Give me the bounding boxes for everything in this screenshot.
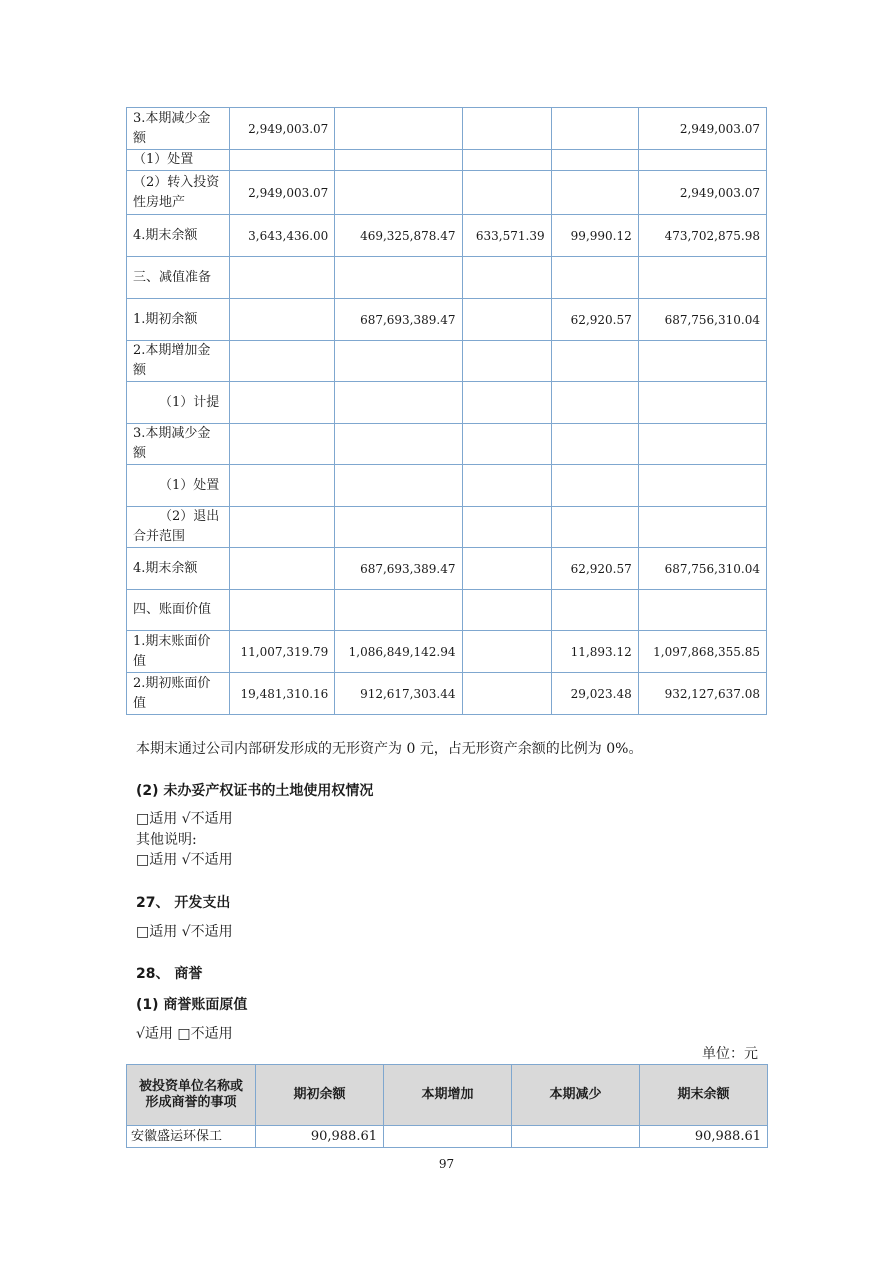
- header-begin-balance: 期初余额: [256, 1065, 384, 1126]
- cell-col-4: 11,893.12: [551, 631, 638, 673]
- cell-col-2: 687,693,389.47: [335, 548, 462, 590]
- header-end-balance: 期末余额: [640, 1065, 768, 1126]
- cell-col-2: [335, 507, 462, 548]
- cell-col-3: [462, 341, 551, 382]
- cell-col-1: [230, 465, 335, 507]
- cell-col-4: 29,023.48: [551, 673, 638, 715]
- row-label: 3.本期减少金额: [127, 108, 230, 150]
- cell-col-5: [638, 150, 766, 171]
- cell-col-3: [462, 465, 551, 507]
- cell-col-4: [551, 171, 638, 215]
- cell-col-1: 19,481,310.16: [230, 673, 335, 715]
- row-label: 2.本期增加金额: [127, 341, 230, 382]
- table-row: [127, 341, 767, 382]
- goodwill-table: [126, 1064, 768, 1148]
- cell-col-2: [335, 465, 462, 507]
- cell-col-3: [462, 548, 551, 590]
- row-label: （1）处置: [127, 150, 230, 171]
- row-label: 1.期初余额: [127, 299, 230, 341]
- cell-col-5: [638, 424, 766, 465]
- cell-col-5: [638, 341, 766, 382]
- cell-col-1: 2,949,003.07: [230, 171, 335, 215]
- cell-col-1: 3,643,436.00: [230, 215, 335, 257]
- cell-col-1: [230, 341, 335, 382]
- intangible-assets-table: [126, 107, 767, 715]
- cell-col-2: 469,325,878.47: [335, 215, 462, 257]
- header-investee: 被投资单位名称或形成商誉的事项: [127, 1065, 256, 1126]
- goodwill-investee-name: 安徽盛运环保工: [127, 1126, 256, 1148]
- cell-col-4: [551, 465, 638, 507]
- goodwill-end-balance: 90,988.61: [640, 1126, 768, 1148]
- cell-col-3: [462, 150, 551, 171]
- cell-col-3: 633,571.39: [462, 215, 551, 257]
- table-row: [127, 548, 767, 590]
- table-row: [127, 507, 767, 548]
- cell-col-5: [638, 257, 766, 299]
- cell-col-2: [335, 171, 462, 215]
- other-applicable-status: □适用 √不适用: [136, 852, 233, 868]
- cell-col-5: [638, 507, 766, 548]
- cell-col-3: [462, 171, 551, 215]
- cell-col-3: [462, 590, 551, 631]
- cell-col-2: 1,086,849,142.94: [335, 631, 462, 673]
- cell-col-2: [335, 108, 462, 150]
- row-label: （2）退出合并范围: [127, 507, 230, 548]
- cell-col-1: [230, 590, 335, 631]
- cell-col-1: 2,949,003.07: [230, 108, 335, 150]
- table-row: [127, 631, 767, 673]
- cell-col-2: [335, 590, 462, 631]
- rd-note: 本期末通过公司内部研发形成的无形资产为 0 元，占无形资产余额的比例为 0%。: [136, 741, 643, 757]
- cell-col-5: 687,756,310.04: [638, 548, 766, 590]
- goodwill-begin-balance: 90,988.61: [256, 1126, 384, 1148]
- cell-col-5: [638, 590, 766, 631]
- section-27-applicable-status: □适用 √不适用: [136, 924, 233, 940]
- section-27-heading: 27、 开发支出: [136, 895, 231, 911]
- cell-col-3: [462, 631, 551, 673]
- table-row: [127, 424, 767, 465]
- row-label: （1）处置: [127, 465, 230, 507]
- table-row: [127, 171, 767, 215]
- cell-col-2: [335, 257, 462, 299]
- table-row: [127, 150, 767, 171]
- cell-col-3: [462, 299, 551, 341]
- land-use-rights-heading: (2) 未办妥产权证书的土地使用权情况: [136, 783, 374, 799]
- cell-col-4: [551, 108, 638, 150]
- cell-col-5: 687,756,310.04: [638, 299, 766, 341]
- row-label: 3.本期减少金额: [127, 424, 230, 465]
- cell-col-3: [462, 108, 551, 150]
- row-label: 三、减值准备: [127, 257, 230, 299]
- row-label: （2）转入投资性房地产: [127, 171, 230, 215]
- table-row: [127, 382, 767, 424]
- cell-col-1: [230, 150, 335, 171]
- cell-col-1: [230, 299, 335, 341]
- cell-col-4: [551, 382, 638, 424]
- cell-col-3: [462, 257, 551, 299]
- cell-col-2: [335, 150, 462, 171]
- cell-col-4: [551, 257, 638, 299]
- goodwill-original-value-heading: (1) 商誉账面原值: [136, 997, 248, 1013]
- goodwill-increase: [384, 1126, 512, 1148]
- cell-col-2: [335, 341, 462, 382]
- cell-col-2: 687,693,389.47: [335, 299, 462, 341]
- unit-label: 单位：元: [702, 1046, 758, 1062]
- cell-col-5: 932,127,637.08: [638, 673, 766, 715]
- land-applicable-status: □适用 √不适用: [136, 811, 233, 827]
- table-row: [127, 299, 767, 341]
- cell-col-2: 912,617,303.44: [335, 673, 462, 715]
- header-decrease: 本期减少: [512, 1065, 640, 1126]
- intangible-assets-table-body: [127, 108, 767, 715]
- row-label: 四、账面价值: [127, 590, 230, 631]
- other-notes-label: 其他说明:: [136, 832, 197, 848]
- row-label: 2.期初账面价值: [127, 673, 230, 715]
- cell-col-4: [551, 590, 638, 631]
- table-row: [127, 465, 767, 507]
- cell-col-5: 2,949,003.07: [638, 171, 766, 215]
- row-label: 4.期末余额: [127, 215, 230, 257]
- section-28-applicable-status: √适用 □不适用: [136, 1026, 233, 1042]
- table-row: [127, 215, 767, 257]
- cell-col-3: [462, 673, 551, 715]
- cell-col-4: 62,920.57: [551, 548, 638, 590]
- table-row: [127, 108, 767, 150]
- cell-col-1: [230, 257, 335, 299]
- row-label: 1.期末账面价值: [127, 631, 230, 673]
- row-label: （1）计提: [127, 382, 230, 424]
- header-increase: 本期增加: [384, 1065, 512, 1126]
- section-28-heading: 28、 商誉: [136, 966, 203, 982]
- cell-col-4: [551, 341, 638, 382]
- cell-col-3: [462, 424, 551, 465]
- cell-col-4: [551, 424, 638, 465]
- cell-col-4: 99,990.12: [551, 215, 638, 257]
- goodwill-decrease: [512, 1126, 640, 1148]
- cell-col-1: [230, 548, 335, 590]
- cell-col-4: 62,920.57: [551, 299, 638, 341]
- cell-col-1: 11,007,319.79: [230, 631, 335, 673]
- cell-col-4: [551, 150, 638, 171]
- cell-col-5: 473,702,875.98: [638, 215, 766, 257]
- table-row: [127, 673, 767, 715]
- cell-col-5: 2,949,003.07: [638, 108, 766, 150]
- goodwill-table-header: [127, 1065, 768, 1126]
- cell-col-3: [462, 382, 551, 424]
- cell-col-2: [335, 382, 462, 424]
- cell-col-2: [335, 424, 462, 465]
- cell-col-5: [638, 465, 766, 507]
- table-row: [127, 257, 767, 299]
- table-row: [127, 1126, 768, 1148]
- table-row: [127, 590, 767, 631]
- cell-col-1: [230, 507, 335, 548]
- cell-col-5: [638, 382, 766, 424]
- cell-col-1: [230, 382, 335, 424]
- cell-col-5: 1,097,868,355.85: [638, 631, 766, 673]
- cell-col-1: [230, 424, 335, 465]
- row-label: 4.期末余额: [127, 548, 230, 590]
- cell-col-3: [462, 507, 551, 548]
- page-number: 97: [438, 1157, 455, 1171]
- cell-col-4: [551, 507, 638, 548]
